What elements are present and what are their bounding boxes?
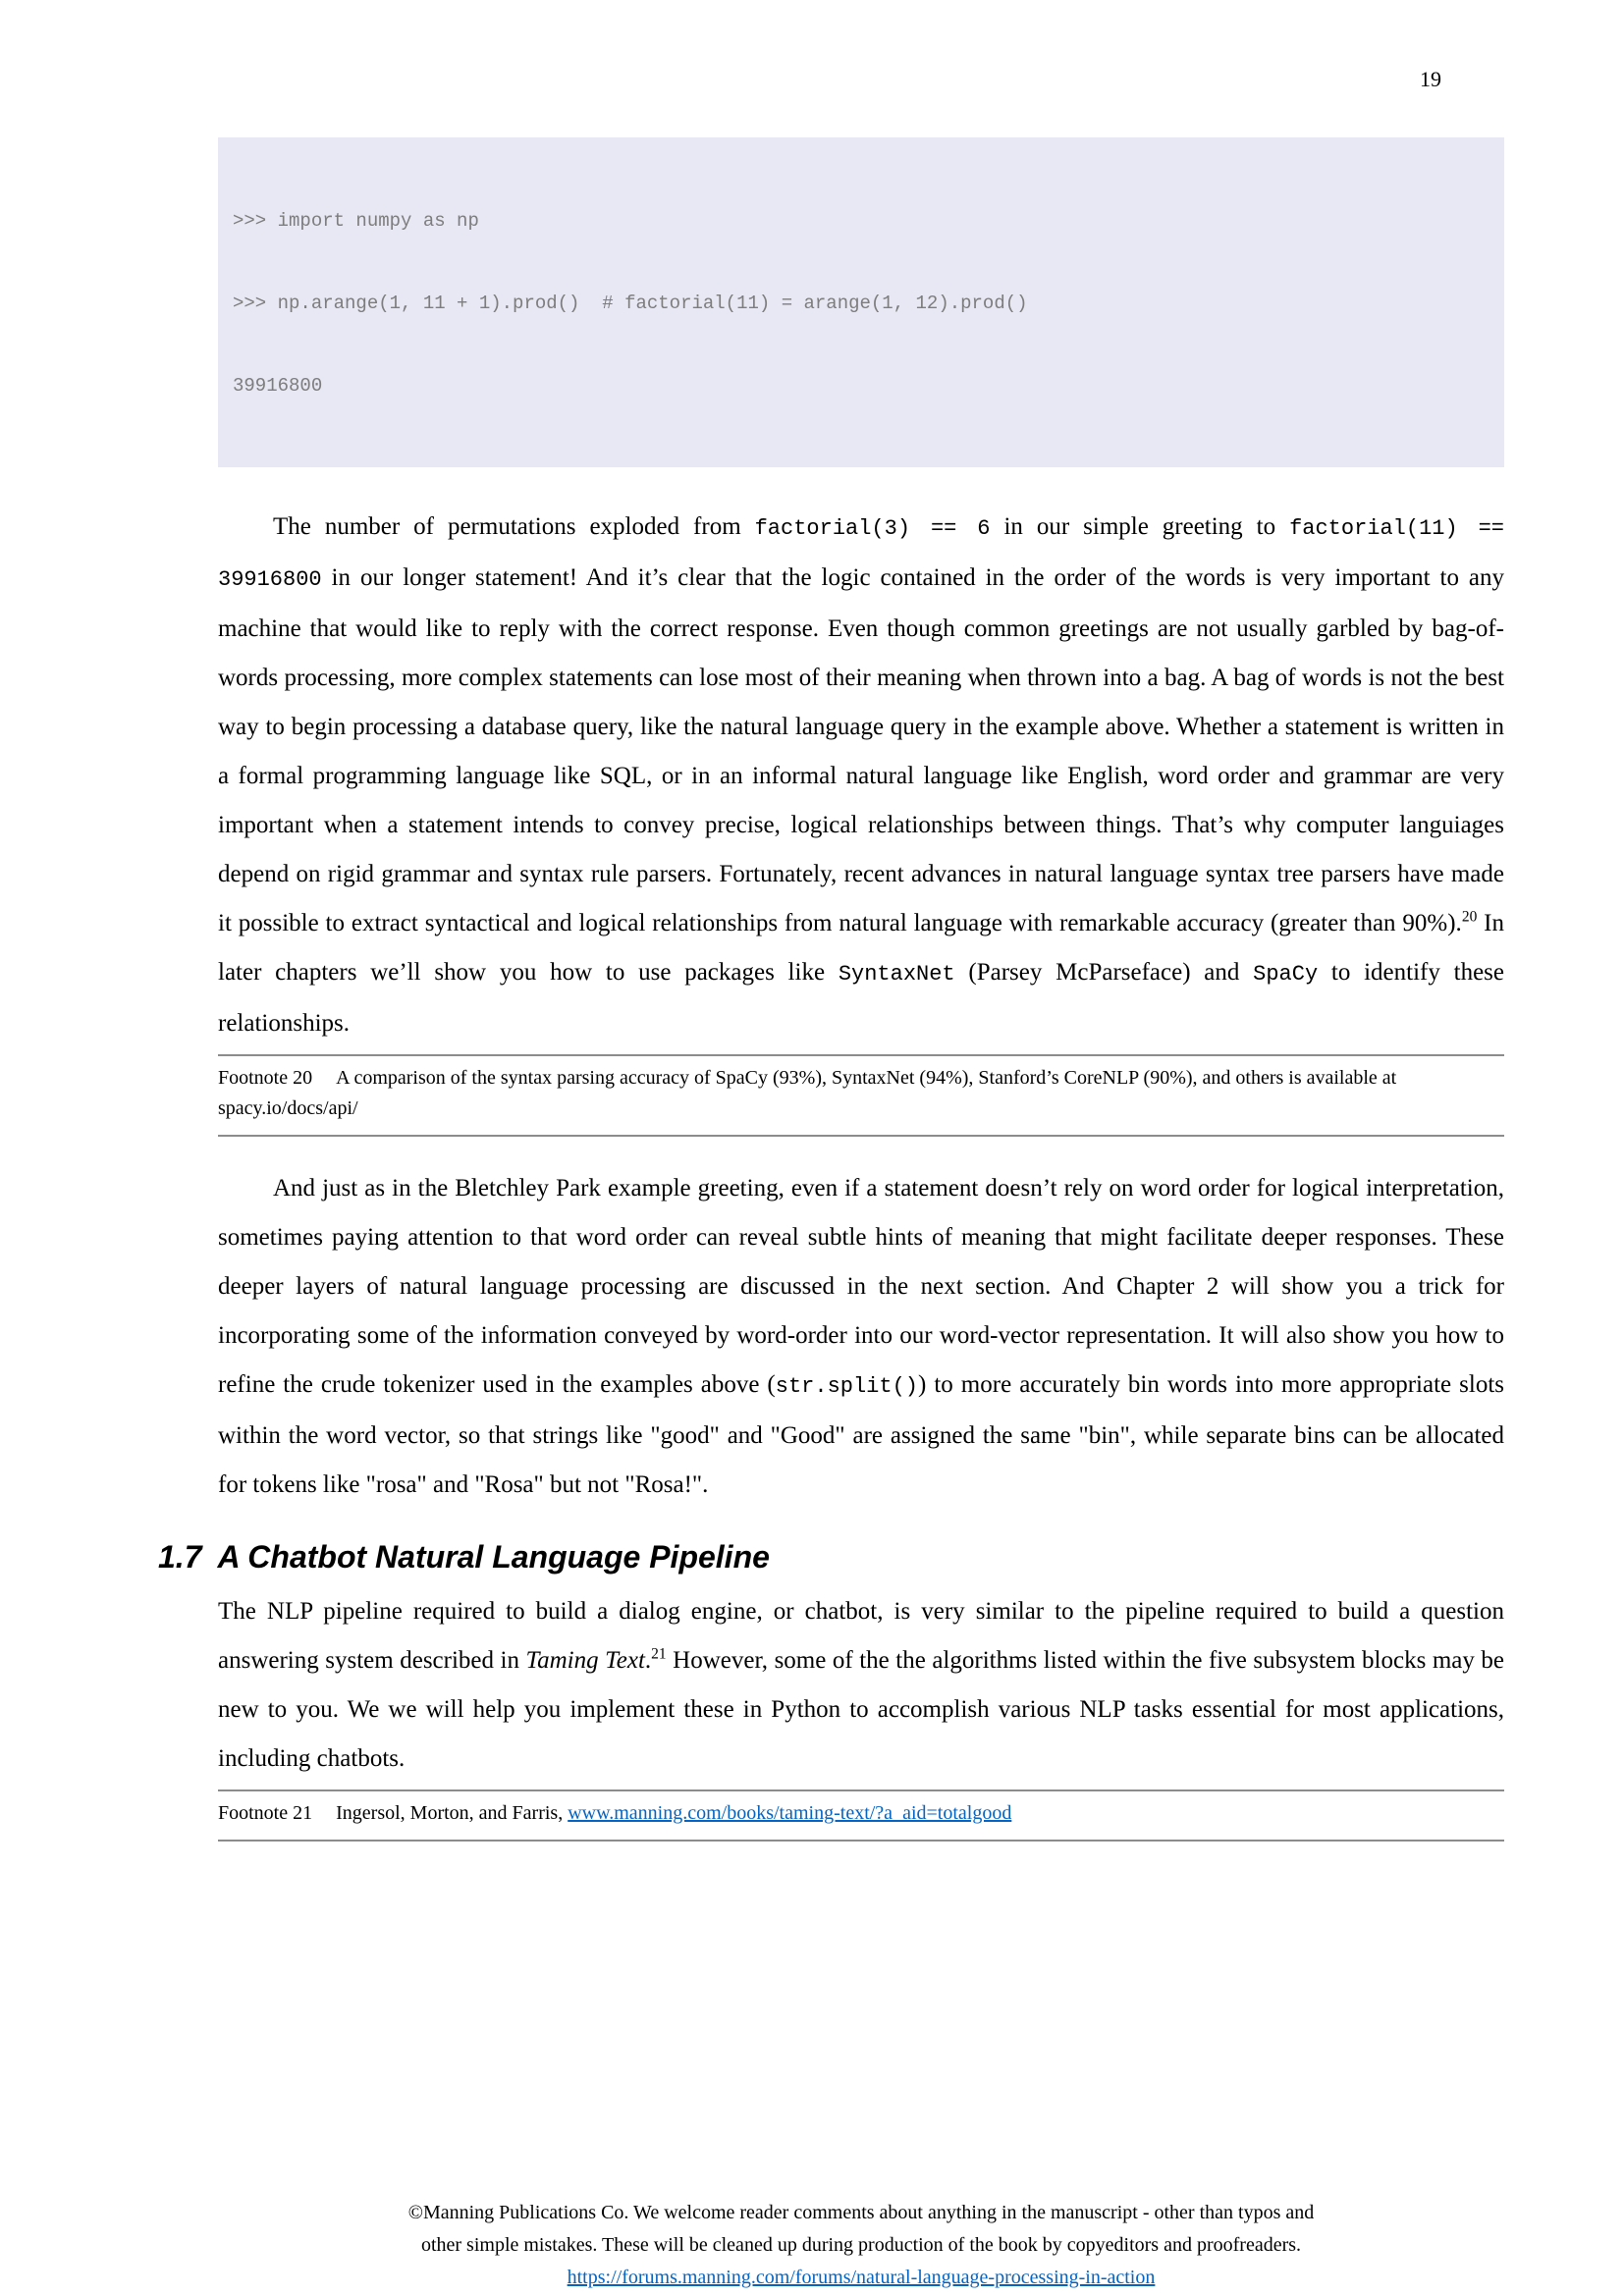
text-segment: in our simple greeting to [990,513,1290,540]
page-footer [218,2197,1504,2294]
footer-line-2: other simple mistakes. These will be cleaned up during production of the book by copyeditors and proofreaders. [420,2234,1302,2256]
section-number: 1.7 [158,1539,202,1575]
text-segment: 21 [651,1645,667,1663]
text-segment: ) to more accurately bin words into more appropriate slots within the word vector, so that strings like "good" and "Good" are assigned the same "bin", while separate bins can be allocated for tokens like "rosa" and "Rosa" but not "Rosa!". [218,1371,1504,1498]
code-line: >>> import numpy as np [233,210,479,232]
footer-forum-link[interactable]: https://forums.manning.com/forums/natural-language-processing-in-action [567,2267,1156,2288]
text-segment: in our longer statement! And it’s clear that the logic contained in the order of the words is very important to any machine that would like to reply with the correct response. Even though common greetings are not usually garbled by bag-of-words processing, more complex statements can lose most of their meaning when thrown into a bag. A bag of words is not the best way to begin processing a database query, like the natural language query in the example above. Whether a statement is written in a formal programming language like SQL, or in an informal natural language like English, word order and grammar are very important when a statement intends to convey precise, logical relationships between things. That’s why computer languiages depend on rigid grammar and syntax rule parsers. Fortunately, recent advances in natural language syntax tree parsers have made it possible to extract syntactical and logical relationships from natural language with remarkable accuracy (greater than 90%). [218,564,1504,936]
text-segment: Footnote 20 [218,1067,313,1089]
text-segment: to identify these relationships. [218,959,1504,1037]
text-segment: SpaCy [1253,962,1319,987]
body-paragraph-nlp-pipeline [218,1587,1504,1784]
text-segment: The NLP pipeline required to build a dialog engine, or chatbot, is very similar to the pipeline required to build a question answering system described in [218,1598,1504,1674]
footnote-20 [218,1054,1504,1137]
code-line: 39916800 [233,375,323,397]
footnote-21 [218,1789,1504,1842]
text-segment: Ingersol, Morton, and Farris, [336,1802,568,1824]
section-heading-1-7 [158,1539,1504,1575]
text-segment: SyntaxNet [838,962,955,987]
text-segment: factorial(3) == 6 [754,516,991,541]
text-segment: factorial(11) == 39916800 [218,516,1505,592]
text-segment: 20 [1461,908,1478,926]
body-paragraph-bletchley [218,1164,1504,1510]
body-paragraph-permutations [218,503,1504,1048]
text-segment: However, some of the the algorithms listed within the five subsystem blocks may be new to you. We we will help you implement these in Python to accomplish various NLP tasks essential for most applications, including chatbots. [218,1647,1504,1772]
footer-line-1: ©Manning Publications Co. We welcome reader comments about anything in the manuscript - other than typos and [407,2202,1315,2223]
inline-link[interactable]: www.manning.com/books/taming-text/?a_aid=totalgood [568,1802,1012,1824]
section-title: A Chatbot Natural Language Pipeline [217,1539,770,1575]
text-segment: A comparison of the syntax parsing accuracy of SpaCy (93%), SyntaxNet (94%), Stanford’s CoreNLP (90%), and others is available at spacy.io/docs/api/ [218,1067,1397,1119]
text-segment: And just as in the Bletchley Park example greeting, even if a statement doesn’t rely on word order for logical interpretation, sometimes paying attention to that word order can reveal subtle hints of meaning that might facilitate deeper responses. These deeper layers of natural language processing are discussed in the next section. And Chapter 2 will show you a trick for incorporating some of the information conveyed by word-order into our word-vector representation. It will also show you how to refine the crude tokenizer used in the examples above ( [218,1175,1504,1398]
text-segment: Taming Text [525,1647,645,1674]
code-line: >>> np.arange(1, 11 + 1).prod() # factorial(11) = arange(1, 12).prod() [233,293,1028,314]
text-segment: (Parsey McParseface) and [954,959,1254,986]
page-number: 19 [1420,67,1441,91]
text-segment: The number of permutations exploded from [273,513,755,540]
text-segment: . [644,1647,652,1674]
text-segment: In later chapters we’ll show you how to use packages like [218,910,1504,986]
text-segment: Footnote 21 [218,1802,313,1824]
code-block [218,137,1504,467]
text-segment: str.split() [775,1374,918,1399]
